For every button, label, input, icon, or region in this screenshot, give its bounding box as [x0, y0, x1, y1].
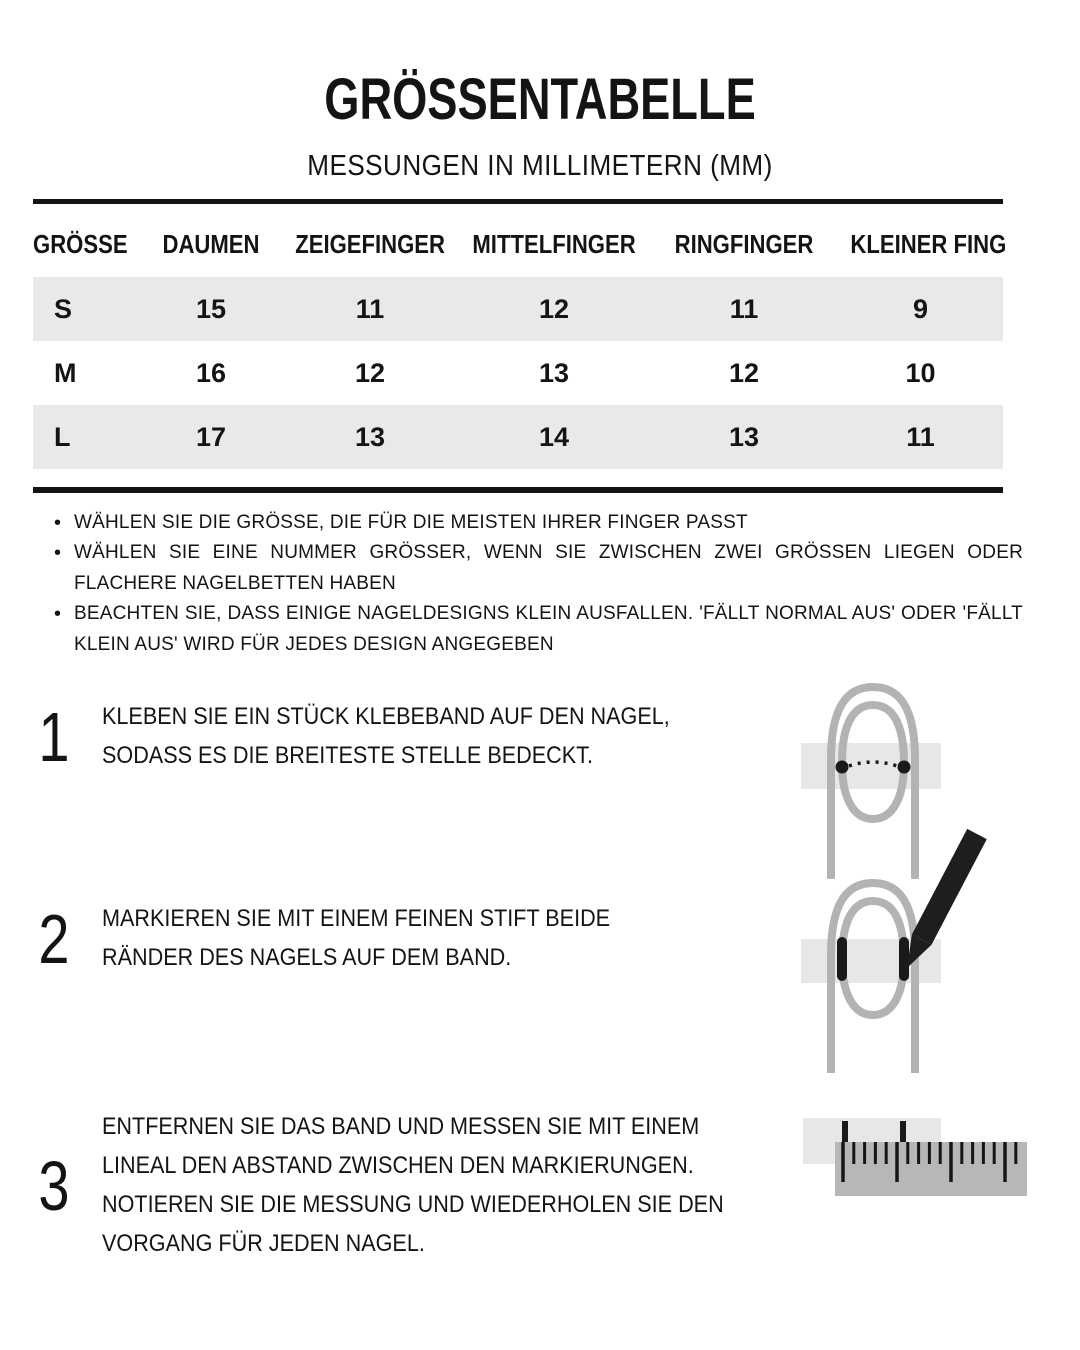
list-item — [33, 508, 1023, 538]
table-cell: 13 — [354, 421, 386, 452]
column-header-daumen: DAUMEN — [162, 228, 260, 259]
table-row-l — [33, 405, 1003, 469]
measure-dot-right — [898, 761, 911, 774]
table-cell: 12 — [728, 357, 760, 388]
step-number: 3 — [38, 1146, 70, 1225]
note-text: WÄHLEN SIE EINE NUMMER GRÖSSER, WENN SIE ZWISCHEN ZWEI GRÖSSEN LIEGEN ODER FLACHERE NAGELBETTEN HABEN — [74, 542, 1023, 594]
pen-icon — [907, 829, 987, 968]
column-header-zeigefinger: ZEIGEFINGER — [295, 228, 446, 259]
step-text: ENTFERNEN SIE DAS BAND UND MESSEN SIE MIT EINEM LINEAL DEN ABSTAND ZWISCHEN DEN MARKIERUNGEN. NOTIEREN SIE DIE MESSUNG UND WIEDERHOLEN SIE DEN VORGANG FÜR JEDEN NAGEL. — [102, 1113, 724, 1257]
note-text: BEACHTEN SIE, DASS EINIGE NAGELDESIGNS KLEIN AUSFALLEN. 'FÄLLT NORMAL AUS' ODER 'FÄLLT KLEIN AUS' WIRD FÜR JEDES DESIGN ANGEGEBEN — [74, 603, 1023, 655]
table-cell: 17 — [195, 421, 227, 452]
bullet-icon: • — [54, 512, 62, 534]
table-cell: 10 — [905, 357, 936, 388]
step-1 — [26, 698, 802, 776]
nail-mark-left — [837, 937, 847, 981]
page-subtitle: MESSUNGEN IN MILLIMETERN (MM) — [307, 150, 773, 182]
table-cell: 13 — [728, 421, 760, 452]
step-text: MARKIEREN SIE MIT EINEM FEINEN STIFT BEIDE RÄNDER DES NAGELS AUF DEM BAND. — [102, 905, 611, 971]
table-cell: 16 — [195, 357, 227, 388]
table-cell: M — [54, 357, 77, 388]
column-header-mittelfinger: MITTELFINGER — [472, 228, 636, 259]
table-cell: 11 — [729, 293, 759, 324]
tape-strip — [801, 743, 941, 789]
table-cell: 12 — [354, 357, 386, 388]
divider-top — [33, 199, 1003, 204]
step-2 — [26, 900, 762, 978]
page-title: GRÖSSENTABELLE — [324, 67, 756, 132]
nail-mark-right — [899, 937, 909, 981]
table-cell: 11 — [906, 421, 935, 452]
step-3 — [26, 1108, 842, 1264]
divider-bottom — [33, 487, 1003, 493]
notes-list — [33, 508, 1023, 660]
bullet-icon: • — [54, 603, 62, 626]
table-row-m — [33, 341, 1003, 405]
step-number: 2 — [38, 899, 70, 978]
size-table — [33, 224, 1007, 469]
table-cell: 14 — [538, 421, 570, 452]
table-cell: 9 — [912, 293, 929, 324]
column-header-ringfinger: RINGFINGER — [674, 228, 814, 259]
column-header-kleiner-finger: KLEINER FING — [850, 228, 1007, 259]
bullet-icon: • — [54, 542, 62, 565]
table-header-row — [33, 224, 1007, 264]
list-item — [33, 538, 1023, 599]
step-number: 1 — [38, 697, 70, 776]
ruler-illustration — [795, 1112, 1035, 1207]
measure-dot-left — [836, 761, 849, 774]
table-cell: 13 — [538, 357, 570, 388]
step-text: KLEBEN SIE EIN STÜCK KLEBEBAND AUF DEN NAGEL, SODASS ES DIE BREITESTE STELLE BEDECKT. — [102, 703, 670, 769]
table-cell: 12 — [538, 293, 570, 324]
table-row-s — [33, 277, 1003, 341]
column-header-groesse: GRÖSSE — [33, 228, 128, 259]
table-cell: L — [54, 421, 71, 452]
table-cell: 15 — [195, 293, 227, 324]
table-body — [33, 277, 1003, 469]
note-text: WÄHLEN SIE DIE GRÖSSE, DIE FÜR DIE MEISTEN IHRER FINGER PASST — [74, 512, 748, 533]
table-cell: S — [54, 293, 73, 324]
finger-pen-illustration — [793, 828, 1003, 1073]
table-cell: 11 — [355, 293, 385, 324]
list-item — [33, 599, 1023, 660]
